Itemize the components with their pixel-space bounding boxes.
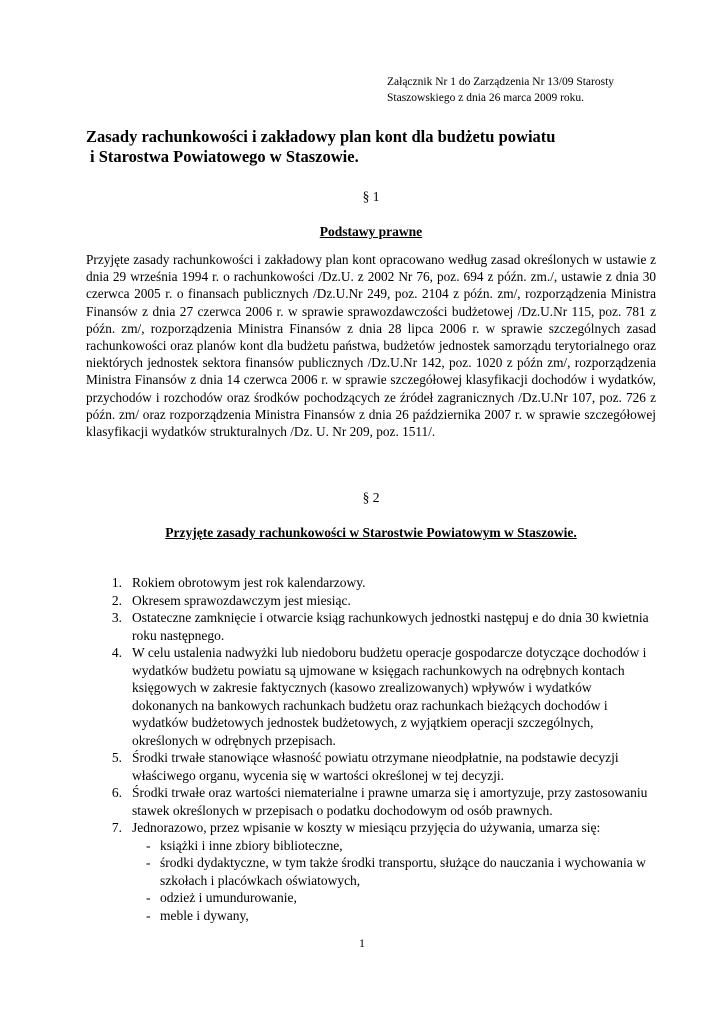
list-item-number: 6. <box>111 785 122 800</box>
list-item-text: Rokiem obrotowym jest rok kalendarzowy. <box>132 575 366 590</box>
section-1-heading: Podstawy prawne <box>319 224 423 239</box>
list-item-number: 5. <box>111 750 122 765</box>
list-item <box>86 592 656 610</box>
title-line-2: i Starostwa Powiatowego w Staszowie. <box>90 147 359 166</box>
sub-list-item <box>132 837 656 855</box>
list-item <box>86 644 656 749</box>
list-item-text <box>132 819 656 924</box>
annex-line-1: Załącznik Nr 1 do Zarządzenia Nr 13/09 Starosty <box>387 76 615 88</box>
list-item-number: 3. <box>111 610 122 625</box>
list-item-text: Środki trwałe stanowiące własność powiatu otrzymane nieodpłatnie, na podstawie decyzji właściwego organu, wycenia się w wartości określonej w tej decyzji. <box>132 750 619 783</box>
legal-basis-paragraph: Przyjęte zasady rachunkowości i zakładowy plan kont opracowano według zasad określonych w ustawie z dnia 29 września 1994 r. o rachunkowości /Dz.U. z 2002 Nr 76, poz. 694 z późn. zm./, ustawie z dnia 30 czerwca 2005 r. o finansach publicznych /Dz.U.Nr 249, poz. 2104 z późn. zm/, rozporządzenia Ministra Finansów z dnia 27 czerwca 2006 r. w sprawie sprawozdawczości budżetowej /Dz.U.Nr 115, poz. 781 z późn. zm/, rozporządzenia Ministra Finansów z dnia 28 lipca 2006 r. w sprawie szczególnych zasad rachunkowości oraz planów kont dla budżetu państwa, budżetów jednostek samorządu terytorialnego oraz niektórych jednostek sektora finansów publicznych /Dz.U.Nr 142, poz. 1020 z późn zm/, rozporządzenia Ministra Finansów z dnia 14 czerwca 2006 r. w sprawie szczegółowej klasyfikacji dochodów i wydatków, przychodów i rozchodów oraz środków pochodzących ze źródeł zagranicznych /Dz.U.Nr 107, poz. 726 z późn. zm/ oraz rozporządzenia Ministra Finansów z dnia 26 października 2007 r. w sprawie szczegółowej klasyfikacji wydatków strukturalnych /Dz. U. Nr 209, poz. 1511/. <box>86 252 656 440</box>
list-item-7-text: Jednorazowo, przez wpisanie w koszty w miesiącu przyjęcia do używania, umarza się: <box>132 820 601 835</box>
list-item-number: 1. <box>111 575 122 590</box>
sub-list-dash: - <box>146 855 151 870</box>
annex-note <box>387 74 687 106</box>
list-item-text: W celu ustalenia nadwyżki lub niedoboru budżetu operacje gospodarcze dotyczące dochodów i wydatków budżetu powiatu są ujmowane w księgach rachunkowych na odrębnych kontach księgowych w zakresie faktycznych (kasowo zrealizowanych) wpływów i wydatków dokonanych na bankowych rachunkach budżetu oraz rachunkach bieżących dochodów i wydatków budżetowych jednostek budżetowych, z wyjątkiem operacji szczególnych, określonych w odrębnych przepisach. <box>132 645 647 748</box>
list-item-text: Okresem sprawozdawczym jest miesiąc. <box>132 592 351 608</box>
list-item <box>86 609 656 644</box>
list-item-number: 2. <box>111 592 122 608</box>
sub-list <box>132 837 656 925</box>
sub-list-dash: - <box>146 907 151 923</box>
sub-list-item-text: odzież i umundurowanie, <box>160 890 297 905</box>
list-item-text: Środki trwałe oraz wartości niematerialne i prawne umarza się i amortyzuje, przy zastosowaniu stawek określonych w przepisach o podatku dochodowym od osób prawnych. <box>132 785 648 818</box>
document-title <box>86 127 666 167</box>
section-1-number: § 1 <box>362 189 380 204</box>
title-line-1: Zasady rachunkowości i zakładowy plan kont dla budżetu powiatu <box>86 127 556 146</box>
sub-list-item <box>132 889 656 907</box>
rules-list <box>86 574 656 924</box>
list-item <box>86 784 656 819</box>
sub-list-item-text: środki dydaktyczne, w tym także środki transportu, służące do nauczania i wychowania w szkołach i placówkach oświatowych, <box>160 855 646 888</box>
sub-list-item <box>132 907 656 925</box>
section-2-heading: Przyjęte zasady rachunkowości w Starostwie Powiatowym w Staszowie. <box>165 525 577 540</box>
sub-list-item <box>132 854 656 889</box>
list-item-number: 4. <box>111 645 122 660</box>
sub-list-dash: - <box>146 890 151 905</box>
page-number: 1 <box>359 936 365 950</box>
sub-list-item-text: książki i inne zbiory biblioteczne, <box>160 837 343 853</box>
sub-list-item-text: meble i dywany, <box>160 907 249 923</box>
list-item <box>86 749 656 784</box>
sub-list-dash: - <box>146 837 151 853</box>
section-2-number: § 2 <box>362 490 380 505</box>
list-item-text: Ostateczne zamknięcie i otwarcie ksiąg rachunkowych jednostki następuj e do dnia 30 kwietnia roku następnego. <box>132 610 649 643</box>
annex-line-2: Staszowskiego z dnia 26 marca 2009 roku. <box>387 92 585 104</box>
list-item-number: 7. <box>111 820 122 835</box>
list-item <box>86 819 656 924</box>
list-item <box>86 574 656 592</box>
